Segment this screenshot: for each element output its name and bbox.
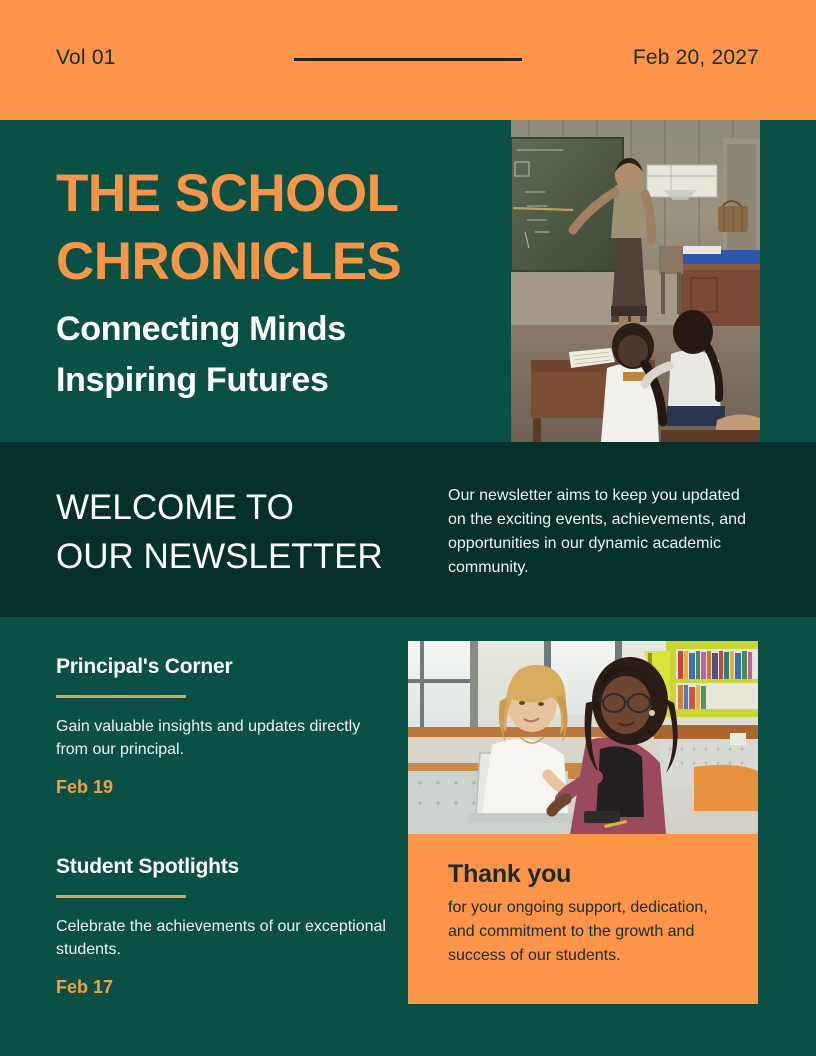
hero-subtitle [56,304,496,406]
article-description: Gain valuable insights and updates directly from our principal. [56,718,361,758]
article-student-spotlights[interactable] [56,855,386,998]
article-underline-rule [56,695,186,698]
library-photo [408,641,758,834]
welcome-title-line-2: OUR NEWSLETTER [56,537,383,576]
top-bar [0,0,816,120]
volume-label: Vol 01 [56,46,116,69]
article-date: Feb 17 [56,977,114,997]
welcome-title-line-1: WELCOME TO [56,488,294,527]
header-divider-rule [294,58,522,61]
welcome-title [56,483,416,581]
article-date: Feb 19 [56,777,114,797]
article-principals-corner[interactable] [56,655,386,798]
article-description: Celebrate the achievements of our exceptional students. [56,918,386,958]
articles-section [0,617,816,1056]
hero-subtitle-line-2: Inspiring Futures [56,361,329,399]
classroom-photo [511,120,760,442]
welcome-body-text: Our newsletter aims to keep you updated on the exciting events, achievements, and opportunities in our dynamic academic community. [448,487,746,576]
thank-you-body: for your ongoing support, dedication, and commitment to the growth and success of our students. [448,899,708,964]
article-title: Student Spotlights [56,855,240,878]
hero-section [0,120,816,442]
issue-date-label: Feb 20, 2027 [632,46,759,69]
thank-you-card [408,834,758,1004]
hero-subtitle-line-1: Connecting Minds [56,310,346,348]
thank-you-title: Thank you [448,860,572,888]
article-title: Principal's Corner [56,655,233,678]
article-underline-rule [56,895,186,898]
page-title: THE SCHOOL CHRONICLES [56,164,402,291]
welcome-section [0,442,816,617]
